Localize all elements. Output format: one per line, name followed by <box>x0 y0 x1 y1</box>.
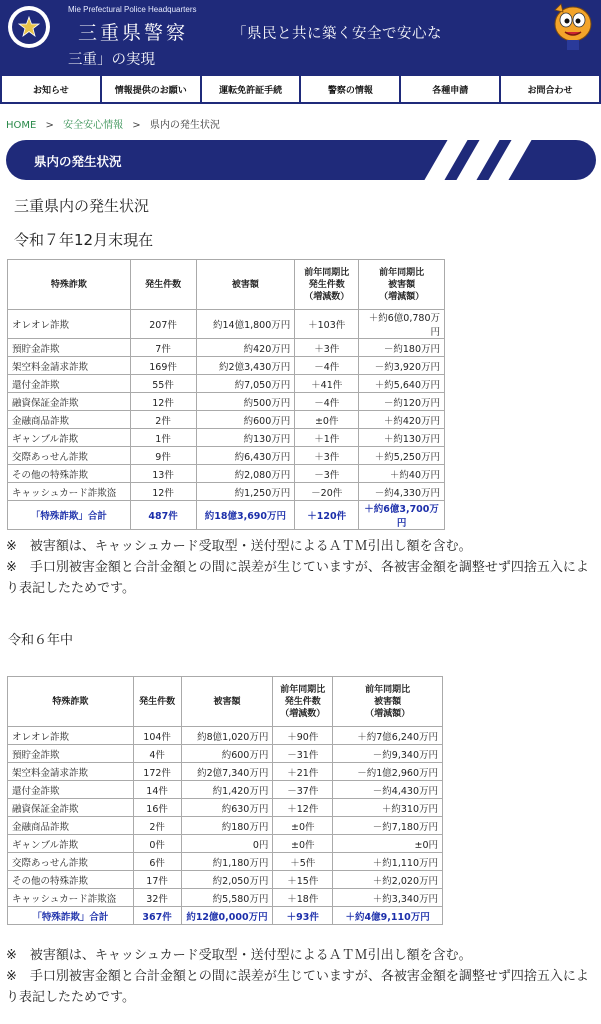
org-name[interactable]: 三重県警察 <box>78 22 189 44</box>
table-row <box>8 763 443 781</box>
stats-table-2025 <box>7 259 445 530</box>
total-label-cell: 「特殊詐欺」合計 <box>8 907 134 925</box>
value-cell: ＋約1,110万円 <box>333 853 443 871</box>
fraud-type-cell: 架空料金請求詐欺 <box>8 357 131 375</box>
value-cell: 13件 <box>130 465 196 483</box>
value-cell: 32件 <box>133 889 181 907</box>
value-cell: 約2億7,340万円 <box>181 763 273 781</box>
nav-item-contact[interactable]: お問合わせ <box>501 76 599 102</box>
value-cell: 約420万円 <box>196 339 295 357</box>
value-cell: 約7,050万円 <box>196 375 295 393</box>
value-cell: 207件 <box>130 310 196 339</box>
value-cell: －約4,430万円 <box>333 781 443 799</box>
value-cell: ＋103件 <box>295 310 359 339</box>
nav-item-info-request[interactable]: 情報提供のお願い <box>102 76 200 102</box>
col-header-damage-change: 前年同期比 被害額 （増減額） <box>359 260 445 310</box>
table-row <box>8 429 445 447</box>
value-cell: 約130万円 <box>196 429 295 447</box>
table-row <box>8 411 445 429</box>
value-cell: ±0件 <box>273 835 333 853</box>
table-row <box>8 781 443 799</box>
fraud-type-cell: 融資保証金詐欺 <box>8 393 131 411</box>
fraud-type-cell: その他の特殊詐欺 <box>8 465 131 483</box>
value-cell: ＋約5,640万円 <box>359 375 445 393</box>
table-row <box>8 889 443 907</box>
col-header-count: 発生件数 <box>130 260 196 310</box>
value-cell: ＋約3,340万円 <box>333 889 443 907</box>
breadcrumb-home[interactable]: HOME <box>6 120 37 131</box>
stats-table-2024 <box>7 676 443 925</box>
fraud-type-cell: 預貯金詐欺 <box>8 745 134 763</box>
value-cell: －約9,340万円 <box>333 745 443 763</box>
value-cell: 1件 <box>130 429 196 447</box>
fraud-type-cell: 架空料金請求詐欺 <box>8 763 134 781</box>
breadcrumb-separator: > <box>132 120 141 131</box>
slogan-line-1: 「県民と共に築く安全で安心な <box>232 26 442 42</box>
value-cell: ±0件 <box>295 411 359 429</box>
total-label-cell: 「特殊詐欺」合計 <box>8 501 131 530</box>
fraud-type-cell: キャッシュカード詐欺盗 <box>8 483 131 501</box>
breadcrumb-current: 県内の発生状況 <box>149 120 220 131</box>
value-cell: 12件 <box>130 483 196 501</box>
value-cell: 約2,050万円 <box>181 871 273 889</box>
org-english-name: Mie Prefectural Police Headquarters <box>68 5 197 14</box>
value-cell: 約8億1,020万円 <box>181 727 273 745</box>
value-cell: 約2億3,430万円 <box>196 357 295 375</box>
page-subtitle: 三重県内の発生状況 <box>14 197 150 215</box>
value-cell: 約6,430万円 <box>196 447 295 465</box>
police-emblem-logo[interactable] <box>8 6 50 48</box>
value-cell: －約180万円 <box>359 339 445 357</box>
fraud-type-cell: ギャンブル詐欺 <box>8 429 131 447</box>
col-header-type: 特殊詐欺 <box>8 677 134 727</box>
table-row <box>8 799 443 817</box>
total-row <box>8 907 443 925</box>
value-cell: 16件 <box>133 799 181 817</box>
fraud-type-cell: キャッシュカード詐欺盗 <box>8 889 134 907</box>
value-cell: －20件 <box>295 483 359 501</box>
value-cell: 2件 <box>130 411 196 429</box>
value-cell: ＋12件 <box>273 799 333 817</box>
value-cell: 約2,080万円 <box>196 465 295 483</box>
value-cell: 約630万円 <box>181 799 273 817</box>
value-cell: 6件 <box>133 853 181 871</box>
fraud-type-cell: 金融商品詐欺 <box>8 817 134 835</box>
value-cell: －約3,920万円 <box>359 357 445 375</box>
value-cell: 約1,180万円 <box>181 853 273 871</box>
table-2025-notes <box>6 536 596 599</box>
value-cell: －約120万円 <box>359 393 445 411</box>
total-value-cell: 約18億3,690万円 <box>196 501 295 530</box>
fraud-type-cell: 交際あっせん詐欺 <box>8 447 131 465</box>
value-cell: 約180万円 <box>181 817 273 835</box>
table-row <box>8 357 445 375</box>
value-cell: －4件 <box>295 393 359 411</box>
value-cell: ＋約130万円 <box>359 429 445 447</box>
value-cell: 約1,420万円 <box>181 781 273 799</box>
value-cell: 14件 <box>133 781 181 799</box>
table-row <box>8 853 443 871</box>
total-value-cell: ＋120件 <box>295 501 359 530</box>
value-cell: 55件 <box>130 375 196 393</box>
value-cell: ＋90件 <box>273 727 333 745</box>
value-cell: ＋約6億0,780万円 <box>359 310 445 339</box>
col-header-damage: 被害額 <box>181 677 273 727</box>
table-row <box>8 310 445 339</box>
fraud-type-cell: オレオレ詐欺 <box>8 310 131 339</box>
breadcrumb <box>6 116 220 131</box>
col-header-count-change: 前年同期比 発生件数 （増減数） <box>295 260 359 310</box>
col-header-count-change: 前年同期比 発生件数 （増減数） <box>273 677 333 727</box>
fraud-type-cell: ギャンブル詐欺 <box>8 835 134 853</box>
value-cell: 172件 <box>133 763 181 781</box>
value-cell: 0円 <box>181 835 273 853</box>
value-cell: 17件 <box>133 871 181 889</box>
value-cell: 9件 <box>130 447 196 465</box>
total-row <box>8 501 445 530</box>
value-cell: ＋3件 <box>295 447 359 465</box>
fraud-type-cell: 融資保証金詐欺 <box>8 799 134 817</box>
value-cell: ±0円 <box>333 835 443 853</box>
value-cell: 12件 <box>130 393 196 411</box>
total-value-cell: ＋93件 <box>273 907 333 925</box>
fraud-type-cell: その他の特殊詐欺 <box>8 871 134 889</box>
table-row <box>8 483 445 501</box>
table-row <box>8 447 445 465</box>
value-cell: ＋約310万円 <box>333 799 443 817</box>
table-row <box>8 465 445 483</box>
col-header-damage: 被害額 <box>196 260 295 310</box>
value-cell: ＋約5,250万円 <box>359 447 445 465</box>
value-cell: －約4,330万円 <box>359 483 445 501</box>
nav-item-police-info[interactable]: 警察の情報 <box>301 76 399 102</box>
note-rounding: ※ 手口別被害金額と合計金額との間に誤差が生じていますが、各被害金額を調整せず四捨五入により表記したためです。 <box>6 969 589 1005</box>
value-cell: ＋約420万円 <box>359 411 445 429</box>
total-value-cell: ＋約6億3,700万円 <box>359 501 445 530</box>
value-cell: －31件 <box>273 745 333 763</box>
mascot-icon <box>545 2 599 52</box>
fraud-type-cell: 還付金詐欺 <box>8 781 134 799</box>
value-cell: －約7,180万円 <box>333 817 443 835</box>
value-cell: 7件 <box>130 339 196 357</box>
fraud-type-cell: 交際あっせん詐欺 <box>8 853 134 871</box>
value-cell: ＋15件 <box>273 871 333 889</box>
table-row <box>8 393 445 411</box>
main-nav <box>0 74 601 104</box>
value-cell: ＋約40万円 <box>359 465 445 483</box>
total-value-cell: ＋約4億9,110万円 <box>333 907 443 925</box>
value-cell: －4件 <box>295 357 359 375</box>
value-cell: 4件 <box>133 745 181 763</box>
value-cell: 約1,250万円 <box>196 483 295 501</box>
value-cell: ＋約2,020万円 <box>333 871 443 889</box>
value-cell: ＋約7億6,240万円 <box>333 727 443 745</box>
col-header-type: 特殊詐欺 <box>8 260 131 310</box>
value-cell: －37件 <box>273 781 333 799</box>
total-value-cell: 約12億0,000万円 <box>181 907 273 925</box>
value-cell: ±0件 <box>273 817 333 835</box>
table-row <box>8 817 443 835</box>
value-cell: ＋3件 <box>295 339 359 357</box>
breadcrumb-section[interactable]: 安全安心情報 <box>63 120 124 131</box>
table-row <box>8 745 443 763</box>
note-rounding: ※ 手口別被害金額と合計金額との間に誤差が生じていますが、各被害金額を調整せず四捨五入により表記したためです。 <box>6 560 589 596</box>
fraud-type-cell: 預貯金詐欺 <box>8 339 131 357</box>
table-2025-date: 令和７年12月末現在 <box>14 231 154 249</box>
section-banner <box>6 140 596 180</box>
note-atm: ※ 被害額は、キャッシュカード受取型・送付型によるＡＴＭ引出し額を含む。 <box>6 539 472 554</box>
total-value-cell: 487件 <box>130 501 196 530</box>
value-cell: ＋41件 <box>295 375 359 393</box>
value-cell: 2件 <box>133 817 181 835</box>
nav-item-license[interactable]: 運転免許証手続 <box>202 76 300 102</box>
value-cell: 約14億1,800万円 <box>196 310 295 339</box>
nav-item-applications[interactable]: 各種申請 <box>401 76 499 102</box>
value-cell: 104件 <box>133 727 181 745</box>
breadcrumb-separator: > <box>45 120 54 131</box>
site-header <box>0 0 601 74</box>
slogan-line-2: 三重」の実現 <box>68 52 155 68</box>
table-row <box>8 727 443 745</box>
value-cell: －3件 <box>295 465 359 483</box>
note-atm: ※ 被害額は、キャッシュカード受取型・送付型によるＡＴＭ引出し額を含む。 <box>6 948 472 963</box>
total-value-cell: 367件 <box>133 907 181 925</box>
fraud-type-cell: オレオレ詐欺 <box>8 727 134 745</box>
value-cell: 0件 <box>133 835 181 853</box>
value-cell: 約500万円 <box>196 393 295 411</box>
value-cell: ＋5件 <box>273 853 333 871</box>
table-row <box>8 835 443 853</box>
value-cell: －約1億2,960万円 <box>333 763 443 781</box>
value-cell: ＋18件 <box>273 889 333 907</box>
table-2024-date: 令和６年中 <box>8 633 74 648</box>
table-2024-notes <box>6 945 596 1008</box>
value-cell: 約5,580万円 <box>181 889 273 907</box>
table-row <box>8 871 443 889</box>
fraud-type-cell: 還付金詐欺 <box>8 375 131 393</box>
police-badge-icon <box>18 16 40 38</box>
fraud-type-cell: 金融商品詐欺 <box>8 411 131 429</box>
nav-item-news[interactable]: お知らせ <box>2 76 100 102</box>
value-cell: 約600万円 <box>181 745 273 763</box>
value-cell: 約600万円 <box>196 411 295 429</box>
page-title: 県内の発生状況 <box>34 154 122 169</box>
table-row <box>8 339 445 357</box>
col-header-count: 発生件数 <box>133 677 181 727</box>
value-cell: 169件 <box>130 357 196 375</box>
table-row <box>8 375 445 393</box>
col-header-damage-change: 前年同期比 被害額 （増減額） <box>333 677 443 727</box>
value-cell: ＋1件 <box>295 429 359 447</box>
value-cell: ＋21件 <box>273 763 333 781</box>
